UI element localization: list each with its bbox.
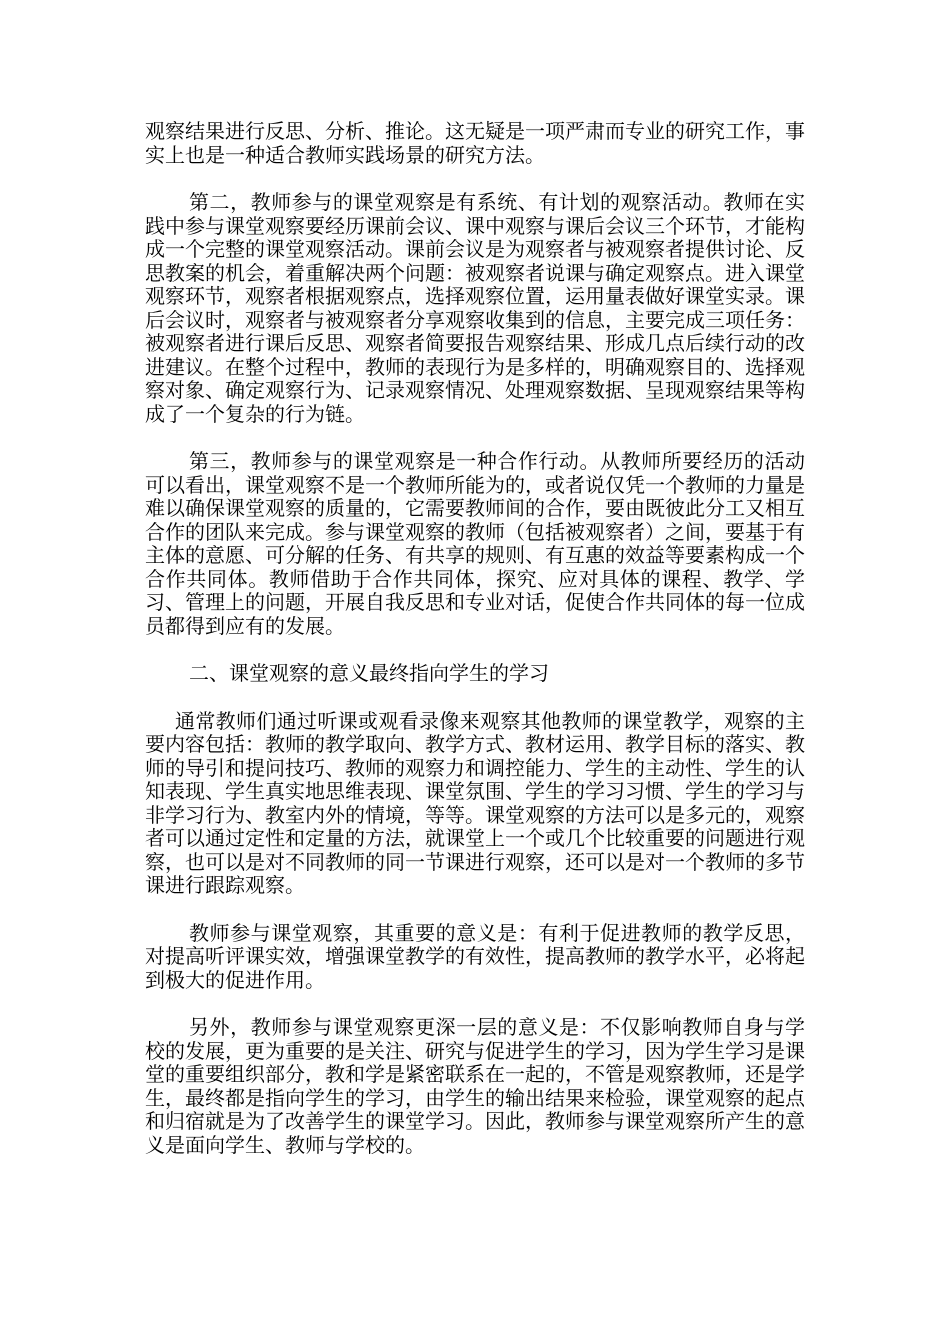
paragraph-observation-content: 通常教师们通过听课或观看录像来观察其他教师的课堂教学，观察的主要内容包括：教师的教学取向、教学方式、教材运用、教学目标的落实、教师的导引和提问技巧、教师的观察力和调控能力、学生的主动性、学生的认知表现、学生真实地思维表现、课堂氛围、学生的学习习惯、学生的学习与非学习行为、教室内外的情境，等等。课堂观察的方法可以是多元的，观察者可以通过定性和定量的方法，就课堂上一个或几个比较重要的问题进行观察，也可以是对不同教师的同一节课进行观察，还可以是对一个教师的多节课进行跟踪观察。 [145,708,805,897]
paragraph-point-three: 第三，教师参与的课堂观察是一种合作行动。从教师所要经历的活动可以看出，课堂观察不是一个教师所能为的，或者说仅凭一个教师的力量是难以确保课堂观察的质量的，它需要教师间的合作，要由既彼此分工又相互合作的团队来完成。参与课堂观察的教师（包括被观察者）之间，要基于有主体的意愿、可分解的任务、有共享的规则、有互惠的效益等要素构成一个合作共同体。教师借助于合作共同体，探究、应对具体的课程、教学、学习、管理上的问题，开展自我反思和专业对话，促使合作共同体的每一位成员都得到应有的发展。 [145,449,805,638]
paragraph-significance: 教师参与课堂观察，其重要的意义是：有利于促进教师的教学反思，对提高听评课实效，增强课堂教学的有效性，提高教师的教学水平，必将起到极大的促进作用。 [145,920,805,992]
paragraph-deeper-significance: 另外，教师参与课堂观察更深一层的意义是：不仅影响教师自身与学校的发展，更为重要的是关注、研究与促进学生的学习，因为学生学习是课堂的重要组织部分，教和学是紧密联系在一起的，不管是观察教师，还是学生，最终都是指向学生的学习，由学生的输出结果来检验，课堂观察的起点和归宿就是为了改善学生的课堂学习。因此，教师参与课堂观察所产生的意义是面向学生、教师与学校的。 [145,1015,805,1157]
paragraph-continuation: 观察结果进行反思、分析、推论。这无疑是一项严肃而专业的研究工作，事实上也是一种适合教师实践场景的研究方法。 [145,119,805,167]
section-heading: 二、课堂观察的意义最终指向学生的学习 [189,661,549,685]
document-page [145,120,805,1181]
paragraph-point-two: 第二，教师参与的课堂观察是有系统、有计划的观察活动。教师在实践中参与课堂观察要经历课前会议、课中观察与课后会议三个环节，才能构成一个完整的课堂观察活动。课前会议是为观察者与被观察者提供讨论、反思教案的机会，着重解决两个问题：被观察者说课与确定观察点。进入课堂观察环节，观察者根据观察点，选择观察位置，运用量表做好课堂实录。课后会议时，观察者与被观察者分享观察收集到的信息，主要完成三项任务：被观察者进行课后反思、观察者简要报告观察结果、形成几点后续行动的改进建议。在整个过程中，教师的表现行为是多样的，明确观察目的、选择观察对象、确定观察行为、记录观察情况、处理观察数据、呈现观察结果等构成了一个复杂的行为链。 [145,190,805,426]
